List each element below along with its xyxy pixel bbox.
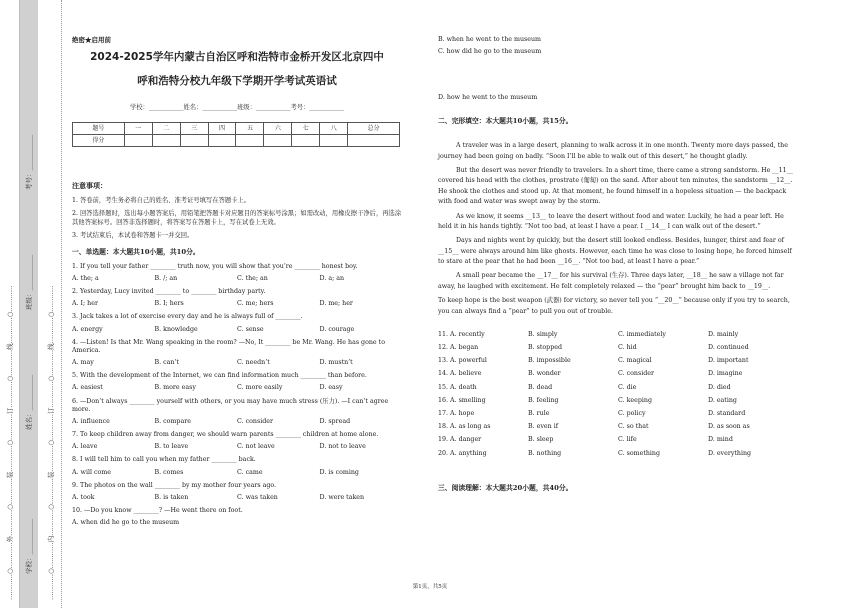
- page-footer: 第1页，共5页: [412, 584, 448, 590]
- option: C. keeping: [618, 396, 652, 404]
- option: D. not to leave: [319, 443, 366, 451]
- option: B. dead: [528, 383, 553, 391]
- option: D. is coming: [319, 468, 359, 476]
- option: C. more easily: [237, 384, 283, 392]
- score-table-score-row: [73, 135, 400, 147]
- option: B. I; hers: [154, 300, 184, 308]
- section1-heading: 一、单选题：本大题共10小题，共10分。: [72, 247, 200, 256]
- note-item: 2. 回答选择题时，选出每小题答案后，用铅笔把答题卡对应题目的答案标号涂黑；如需改动，用橡皮擦干净后，再选涂其他答案标号。回答非选择题时，将答案写在答题卡上，写在试卷上无效。: [72, 210, 402, 226]
- option: 13. A. powerful: [438, 357, 487, 365]
- option: 14. A. believe: [438, 370, 482, 378]
- question-stem: 2. Yesterday, Lucy invited ________ to ________ birthday party.: [72, 288, 266, 296]
- binding-strip-inner: [38, 0, 62, 608]
- option: C. needn’t: [237, 359, 270, 367]
- score-table: [72, 122, 400, 147]
- question-stem: 1. If you tell your father ________ truth now, you will show that you’re ________ honest boy.: [72, 262, 358, 270]
- score-cell: [320, 135, 348, 147]
- option: A. I; her: [72, 300, 98, 308]
- option: C. die: [618, 383, 637, 391]
- option: A. took: [72, 493, 95, 501]
- question-stem: 4. —Listen! Is that Mr. Wang speaking in the room? —No, It ________ be Mr. Wang. He has gone to America.: [72, 338, 385, 354]
- option: C. how did he go to the museum: [438, 48, 542, 56]
- question-stem: 8. I will tell him to call you when my father ________ back.: [72, 456, 256, 464]
- option: 16. A. smelling: [438, 396, 486, 404]
- option: C. consider: [237, 417, 273, 425]
- student-info-line: 学校：___________姓名：___________班级：___________考号：___________: [129, 103, 345, 111]
- cloze-options-row: [438, 397, 798, 405]
- option: C. sense: [237, 325, 264, 333]
- option: B. impossible: [528, 357, 571, 365]
- option: 15. A. death: [438, 383, 477, 391]
- option: D. courage: [319, 325, 355, 333]
- note-item: 1. 答卷前，考生务必将自己的姓名、准考证号填写在答题卡上。: [72, 197, 251, 205]
- question-options: [72, 418, 402, 426]
- option: B. stopped: [528, 344, 563, 352]
- score-cell: 六: [264, 123, 292, 135]
- option: A. energy: [72, 325, 103, 333]
- option: D. important: [708, 357, 749, 365]
- passage-paragraph: But the desert was never friendly to travelers. In a short time, there came a strong sandstorm. He __11__ covered his head with the clothes, prostrate (匍匐) on the sand. After about ten minutes, the sandstorm __12__. He shook the clothes and stood up. At that moment, he found himself in a hopeless situation — the backpack with food and water was swept away by the storm.: [438, 167, 793, 206]
- score-cell: [152, 135, 180, 147]
- option: D. as soon as: [708, 423, 750, 431]
- right-column: [438, 36, 798, 499]
- option: C. hid: [618, 344, 637, 352]
- option: D. imagine: [708, 370, 743, 378]
- score-cell: 总分: [348, 123, 400, 135]
- option: D. standard: [708, 410, 746, 417]
- option: B. nothing: [528, 449, 562, 457]
- option: B. rule: [528, 410, 550, 417]
- option: 20. A. anything: [438, 449, 487, 457]
- option: 18. A. as long as: [438, 423, 491, 431]
- option: D. everything: [708, 449, 752, 457]
- score-cell: 五: [236, 123, 264, 135]
- left-column: [72, 36, 402, 532]
- option: B. sleep: [528, 436, 554, 444]
- binding-field-class: 班级：___________: [25, 254, 33, 310]
- cloze-options-row: [438, 423, 798, 431]
- option: B. when he went to the museum: [438, 36, 541, 43]
- cloze-options-row: [438, 410, 798, 418]
- score-cell: [124, 135, 152, 147]
- option: A. the; a: [72, 274, 99, 282]
- option: C. was taken: [237, 493, 278, 501]
- score-cell: 三: [180, 123, 208, 135]
- question-options: [72, 300, 402, 308]
- score-table-header-row: [73, 123, 400, 135]
- score-cell: 得分: [73, 135, 125, 147]
- cloze-options-row: [438, 450, 798, 458]
- option: B. wonder: [528, 370, 561, 378]
- question-options: [72, 359, 402, 367]
- option: C. so that: [618, 423, 649, 431]
- option: 11. A. recently: [438, 330, 485, 338]
- option: A. when did he go to the museum: [72, 519, 180, 527]
- score-cell: 八: [320, 123, 348, 135]
- option: B. feeling: [528, 396, 559, 404]
- score-cell: 四: [208, 123, 236, 135]
- score-cell: 七: [292, 123, 320, 135]
- option: C. the; an: [237, 274, 268, 282]
- option: C. came: [237, 468, 263, 476]
- option: B. knowledge: [154, 325, 198, 333]
- section3-heading: 三、阅读理解：本大题共20小题，共40分。: [438, 483, 573, 492]
- binding-strip-outer: [0, 0, 20, 608]
- option: A. influence: [72, 417, 110, 425]
- question-options: [72, 275, 402, 283]
- cloze-options-row: [438, 370, 798, 378]
- score-cell: [292, 135, 320, 147]
- option: D. spread: [319, 417, 351, 425]
- option: 17. A. hope: [438, 410, 475, 417]
- binding-field-number: 考号：___________: [25, 134, 33, 190]
- option: B. comes: [154, 468, 184, 476]
- option: D. mustn’t: [319, 359, 353, 367]
- option: C. not leave: [237, 443, 275, 451]
- score-cell: [208, 135, 236, 147]
- score-cell: 二: [152, 123, 180, 135]
- cloze-options-row: [438, 344, 798, 352]
- passage-paragraph: To keep hope is the best weapon (武器) for victory, so never tell you “__20__” because only if you try to search, you can always find a “pear” to pull you out of trouble.: [438, 297, 790, 315]
- score-cell: [236, 135, 264, 147]
- score-cell: 一: [124, 123, 152, 135]
- option: C. immediately: [618, 330, 666, 338]
- question-stem: 7. To keep children away from danger, we should warn parents ________ children at home alone.: [72, 431, 379, 439]
- binding-field-school: 学校：___________: [25, 518, 33, 574]
- option: D. eating: [708, 396, 737, 404]
- note-item: 3. 考试结束后，本试卷和答题卡一并交回。: [72, 231, 194, 239]
- question-options: [72, 469, 402, 477]
- question-options: [72, 384, 402, 392]
- option: D. how he went to the museum: [438, 94, 538, 102]
- question-stem: 6. —Don’t always ________ yourself with others, or you may have much stress (压力). —I can’t agree more.: [72, 397, 389, 413]
- option: B. to leave: [154, 443, 189, 451]
- option: B. compare: [154, 417, 191, 425]
- passage-paragraph: Days and nights went by quickly, but the desert still looked endless. Besides, hunger, thirst and fear of __15__ were always around him like ghosts. However, each time he was close to losing hope, he forced himself to stare at the pear that he had been __16__. “Not too bad, at least I have a pear.”: [438, 237, 792, 266]
- confidential-label: 绝密★启用前: [72, 36, 111, 44]
- exam-title-line2: 呼和浩特分校九年级下学期开学考试英语试: [137, 75, 337, 88]
- binding-strip-fields: [20, 0, 38, 608]
- option: C. policy: [618, 410, 646, 417]
- option: C. magical: [618, 357, 652, 365]
- option: B. even if: [528, 423, 559, 431]
- score-cell: 题号: [73, 123, 125, 135]
- option: B. can’t: [154, 359, 179, 367]
- passage-paragraph: As we know, it seems __13__ to leave the desert without food and water. Luckily, he had a pear left. He held it in his hands tightly. “Not too bad, at least I have a pear. I __14__ I can walk out of the desert.”: [438, 212, 784, 230]
- option: A. easiest: [72, 384, 103, 392]
- option: C. me; hers: [237, 300, 274, 308]
- cloze-options-row: [438, 436, 798, 444]
- option: C. consider: [618, 370, 654, 378]
- option: D. died: [708, 383, 731, 391]
- option: B. simply: [528, 330, 558, 338]
- question-options: [72, 326, 402, 334]
- option: D. mainly: [708, 330, 739, 338]
- question-stem: 3. Jack takes a lot of exercise every day and he is always full of ________.: [72, 313, 303, 321]
- option: 19. A. danger: [438, 436, 482, 444]
- option: D. a; an: [319, 274, 345, 282]
- option: 12. A. began: [438, 344, 479, 352]
- binding-dots-outer: …………○…………外…………○…………装…………○…………订…………○…………线…………○…………: [6, 285, 14, 600]
- cloze-options-row: [438, 357, 798, 365]
- option: C. life: [618, 436, 637, 444]
- score-cell: [264, 135, 292, 147]
- question-stem: 10. —Do you know ________? —He went there on foot.: [72, 507, 243, 515]
- question-options: [72, 494, 402, 502]
- question-stem: 5. With the development of the Internet, we can find information much ________ than before.: [72, 372, 367, 380]
- exam-title-line1: 2024-2025学年内蒙古自治区呼和浩特市金桥开发区北京四中: [90, 51, 384, 64]
- option: D. were taken: [319, 493, 365, 501]
- section2-heading: 二、完形填空：本大题共10小题，共15分。: [438, 116, 573, 125]
- passage-paragraph: A traveler was in a large desert, planning to walk across it in one month. Twenty more days passed, the journey had been going on badly. “Soon I’ll be able to walk out of this desert,” he thought gladly.: [438, 142, 788, 160]
- cloze-options-row: [438, 331, 798, 339]
- score-cell: [348, 135, 400, 147]
- score-cell: [180, 135, 208, 147]
- question-options: [72, 443, 402, 451]
- option: C. something: [618, 449, 661, 457]
- passage-paragraph: A small pear became the __17__ for his survival (生存). Three days later, __18__ he saw a village not far away, he laughed with excitement. He felt completely relaxed — the “pear” brought him back to __19__.: [438, 272, 784, 290]
- option: B. is taken: [154, 493, 189, 501]
- option: D. me; her: [319, 300, 353, 308]
- option: A. may: [72, 359, 94, 367]
- option: D. mind: [708, 436, 733, 444]
- binding-field-name: 姓名：___________: [25, 374, 33, 430]
- option: D. easy: [319, 384, 343, 392]
- option: B. more easy: [154, 384, 196, 392]
- binding-dots-inner: …………○…………内…………○…………装…………○…………订…………○…………线…………○…………: [47, 285, 55, 600]
- question-stem: 9. The photos on the wall ________ by my mother four years ago.: [72, 481, 277, 489]
- option: A. will come: [72, 468, 111, 476]
- option: A. leave: [72, 443, 98, 451]
- cloze-options-row: [438, 384, 798, 392]
- option: B. /; an: [154, 274, 178, 282]
- option: D. continued: [708, 344, 749, 352]
- notes-heading: 注意事项：: [72, 181, 107, 191]
